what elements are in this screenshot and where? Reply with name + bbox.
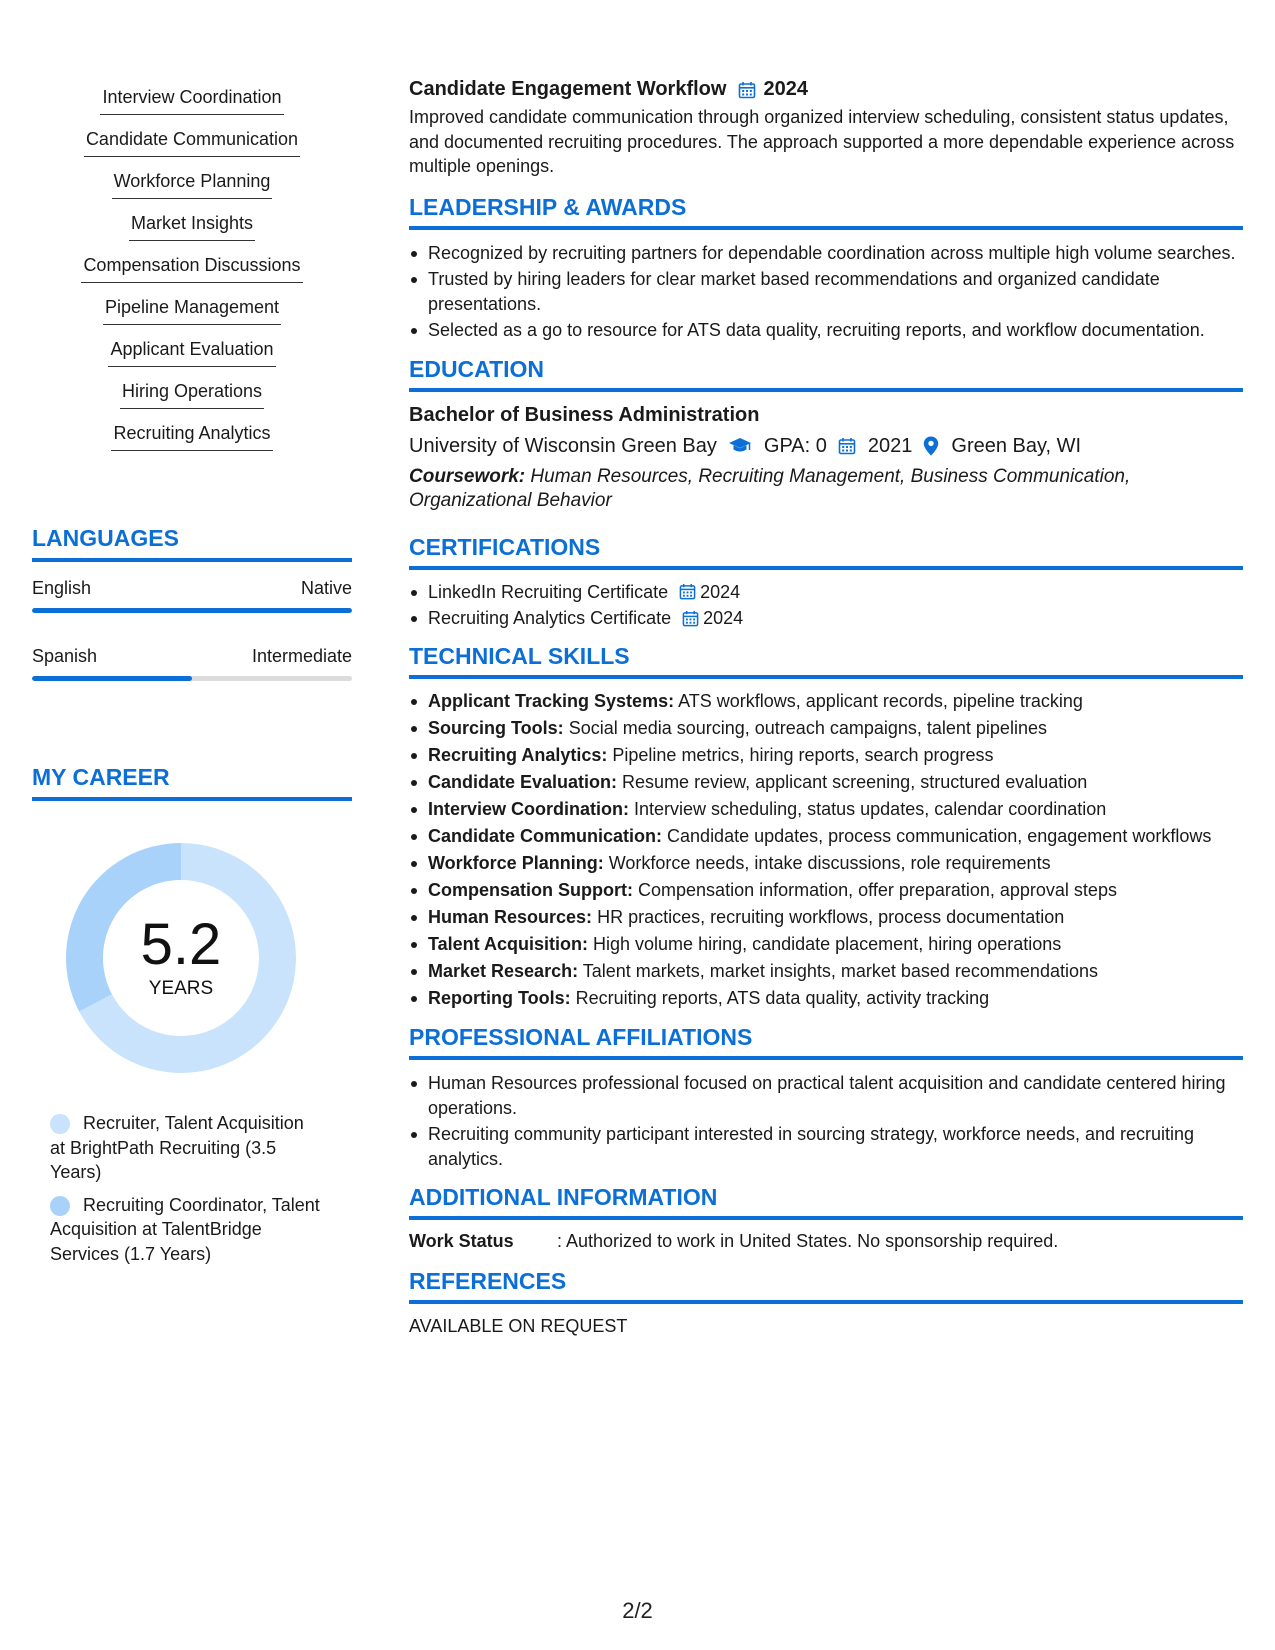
- legend-dot: [50, 1196, 70, 1216]
- language-level: Intermediate: [251, 646, 352, 666]
- list-item: [409, 580, 1243, 605]
- certification-name: LinkedIn Recruiting Certificate: [428, 581, 669, 602]
- skill-text: High volume hiring, candidate placement, hiring operations: [593, 933, 1062, 954]
- skill-label: Candidate Communication:: [428, 825, 663, 846]
- location-pin-icon: [923, 436, 939, 456]
- page-number: 2/2: [622, 1598, 653, 1623]
- list-item: [409, 797, 1243, 822]
- language-proficiency-fill: [32, 676, 192, 681]
- skill-text: Pipeline metrics, hiring reports, search progress: [612, 744, 994, 765]
- career-section: [32, 764, 352, 1270]
- skill-item: Interview Coordination: [100, 82, 283, 115]
- skill-item: Applicant Evaluation: [108, 334, 275, 367]
- right-column: [409, 78, 1243, 1337]
- skill-label: Recruiting Analytics:: [428, 744, 608, 765]
- certifications-heading: CERTIFICATIONS: [409, 534, 1243, 570]
- skill-text: Workforce needs, intake discussions, role requirements: [608, 852, 1051, 873]
- career-legend: [50, 1111, 320, 1266]
- project-title: Candidate Engagement Workflow: [409, 78, 727, 100]
- list-item: [409, 743, 1243, 768]
- work-status-label: Work Status: [409, 1231, 514, 1251]
- career-role-text: Recruiter, Talent Acquisition at BrightPath Recruiting (3.5 Years): [50, 1113, 304, 1182]
- list-item: [409, 824, 1243, 849]
- project-description: Improved candidate communication through organized interview scheduling, consistent status updates, and documented recruiting procedures. The approach supported a more dependable experience across multiple openings.: [409, 107, 1235, 176]
- education-gpa: GPA: 0: [763, 434, 827, 457]
- education-location: Green Bay, WI: [951, 434, 1082, 457]
- work-status-row: [409, 1231, 1243, 1252]
- career-total-years: 5.2: [140, 912, 222, 977]
- additional-info-section: [409, 1184, 1243, 1252]
- list-item: [409, 878, 1243, 903]
- skill-list: [32, 82, 352, 460]
- education-section: [409, 356, 1243, 514]
- coursework-label: Coursework:: [409, 465, 526, 487]
- affiliations-list: [409, 1071, 1243, 1171]
- donut-center: [66, 843, 296, 1073]
- skill-text: Compensation information, offer preparation, approval steps: [638, 879, 1117, 900]
- career-legend-item: [50, 1193, 320, 1267]
- language-name: Spanish: [32, 646, 98, 666]
- list-item: [409, 986, 1243, 1011]
- languages-heading: LANGUAGES: [32, 525, 352, 562]
- education-degree: Bachelor of Business Administration: [409, 403, 760, 426]
- coursework-text: Human Resources, Recruiting Management, Business Communication, Organizational Behavior: [409, 465, 1131, 511]
- references-text: AVAILABLE ON REQUEST: [409, 1316, 628, 1336]
- graduation-cap-icon: [728, 437, 752, 455]
- list-item: [409, 716, 1243, 741]
- education-coursework: [409, 465, 1243, 514]
- legend-dot: [50, 1114, 70, 1134]
- skill-text: Candidate updates, process communication, engagement workflows: [667, 825, 1212, 846]
- education-year: 2021: [867, 434, 913, 457]
- skill-label: Reporting Tools:: [428, 987, 571, 1008]
- education-meta: [409, 435, 1243, 458]
- affiliations-heading: PROFESSIONAL AFFILIATIONS: [409, 1024, 1243, 1060]
- work-status-value: : Authorized to work in United States. No sponsorship required.: [557, 1231, 1059, 1251]
- leadership-section: [409, 194, 1243, 343]
- references-heading: REFERENCES: [409, 1268, 1243, 1304]
- language-row: [32, 646, 352, 667]
- list-item: Recruiting community participant interested in sourcing strategy, workforce needs, and recruiting analytics.: [409, 1122, 1243, 1171]
- leadership-list: [409, 241, 1243, 343]
- education-school: University of Wisconsin Green Bay: [409, 434, 717, 457]
- additional-info-heading: ADDITIONAL INFORMATION: [409, 1184, 1243, 1220]
- languages-section: [32, 525, 352, 681]
- language-proficiency-bar: [32, 608, 352, 613]
- list-item: [409, 959, 1243, 984]
- career-heading: MY CAREER: [32, 764, 352, 801]
- career-legend-item: [50, 1111, 320, 1185]
- list-item: [409, 606, 1243, 631]
- list-item: [409, 932, 1243, 957]
- skill-text: ATS workflows, applicant records, pipeline tracking: [678, 690, 1083, 711]
- references-section: [409, 1268, 1243, 1337]
- certifications-section: [409, 534, 1243, 631]
- list-item: Trusted by hiring leaders for clear market based recommendations and organized candidate presentations.: [409, 267, 1243, 316]
- skill-label: Applicant Tracking Systems:: [428, 690, 675, 711]
- calendar-icon: [682, 610, 699, 627]
- project-year: 2024: [763, 78, 808, 100]
- education-heading: EDUCATION: [409, 356, 1243, 392]
- skill-text: Talent markets, market insights, market based recommendations: [582, 960, 1098, 981]
- calendar-icon: [738, 81, 756, 99]
- skill-label: Talent Acquisition:: [428, 933, 588, 954]
- language-row: [32, 578, 352, 599]
- language-name: English: [32, 578, 92, 598]
- left-column: [32, 82, 352, 1264]
- language-level: Native: [300, 578, 352, 598]
- skill-text: Recruiting reports, ATS data quality, activity tracking: [575, 987, 990, 1008]
- calendar-icon: [679, 583, 696, 600]
- list-item: [409, 905, 1243, 930]
- skill-label: Interview Coordination:: [428, 798, 630, 819]
- technical-skills-heading: TECHNICAL SKILLS: [409, 643, 1243, 679]
- skill-item: Market Insights: [129, 208, 255, 241]
- list-item: [409, 689, 1243, 714]
- skill-label: Human Resources:: [428, 906, 593, 927]
- skill-label: Candidate Evaluation:: [428, 771, 618, 792]
- skill-text: Resume review, applicant screening, structured evaluation: [622, 771, 1088, 792]
- language-proficiency-fill: [32, 608, 352, 613]
- skill-label: Workforce Planning:: [428, 852, 604, 873]
- technical-skills-section: [409, 643, 1243, 1011]
- career-total-unit: YEARS: [148, 978, 214, 999]
- skill-item: Hiring Operations: [120, 376, 264, 409]
- career-role-text: Recruiting Coordinator, Talent Acquisition at TalentBridge Services (1.7 Years): [50, 1194, 320, 1264]
- skill-item: Compensation Discussions: [81, 250, 302, 283]
- skill-item: Workforce Planning: [112, 166, 273, 199]
- skill-item: Recruiting Analytics: [111, 418, 272, 451]
- list-item: [409, 770, 1243, 795]
- list-item: Selected as a go to resource for ATS data quality, recruiting reports, and workflow documentation.: [409, 318, 1243, 343]
- calendar-icon: [838, 437, 856, 455]
- list-item: Human Resources professional focused on practical talent acquisition and candidate centered hiring operations.: [409, 1071, 1243, 1120]
- skill-text: Interview scheduling, status updates, calendar coordination: [634, 798, 1107, 819]
- affiliations-section: [409, 1024, 1243, 1171]
- skill-label: Sourcing Tools:: [428, 717, 564, 738]
- career-donut-chart: [66, 843, 296, 1073]
- skill-item: Pipeline Management: [103, 292, 281, 325]
- list-item: [409, 851, 1243, 876]
- skill-item: Candidate Communication: [84, 124, 300, 157]
- certification-year: 2024: [700, 581, 741, 602]
- certification-year: 2024: [703, 608, 744, 628]
- certifications-list: [409, 580, 1243, 631]
- list-item: Recognized by recruiting partners for dependable coordination across multiple high volume searches.: [409, 241, 1243, 266]
- leadership-heading: LEADERSHIP & AWARDS: [409, 194, 1243, 230]
- skill-label: Compensation Support:: [428, 879, 633, 900]
- language-proficiency-bar: [32, 676, 352, 681]
- technical-skills-list: [409, 689, 1243, 1011]
- skill-label: Market Research:: [428, 960, 579, 981]
- project-title-row: [409, 78, 1243, 101]
- certification-name: Recruiting Analytics Certificate: [428, 608, 672, 628]
- skill-text: Social media sourcing, outreach campaigns, talent pipelines: [568, 717, 1047, 738]
- skill-text: HR practices, recruiting workflows, process documentation: [597, 906, 1065, 927]
